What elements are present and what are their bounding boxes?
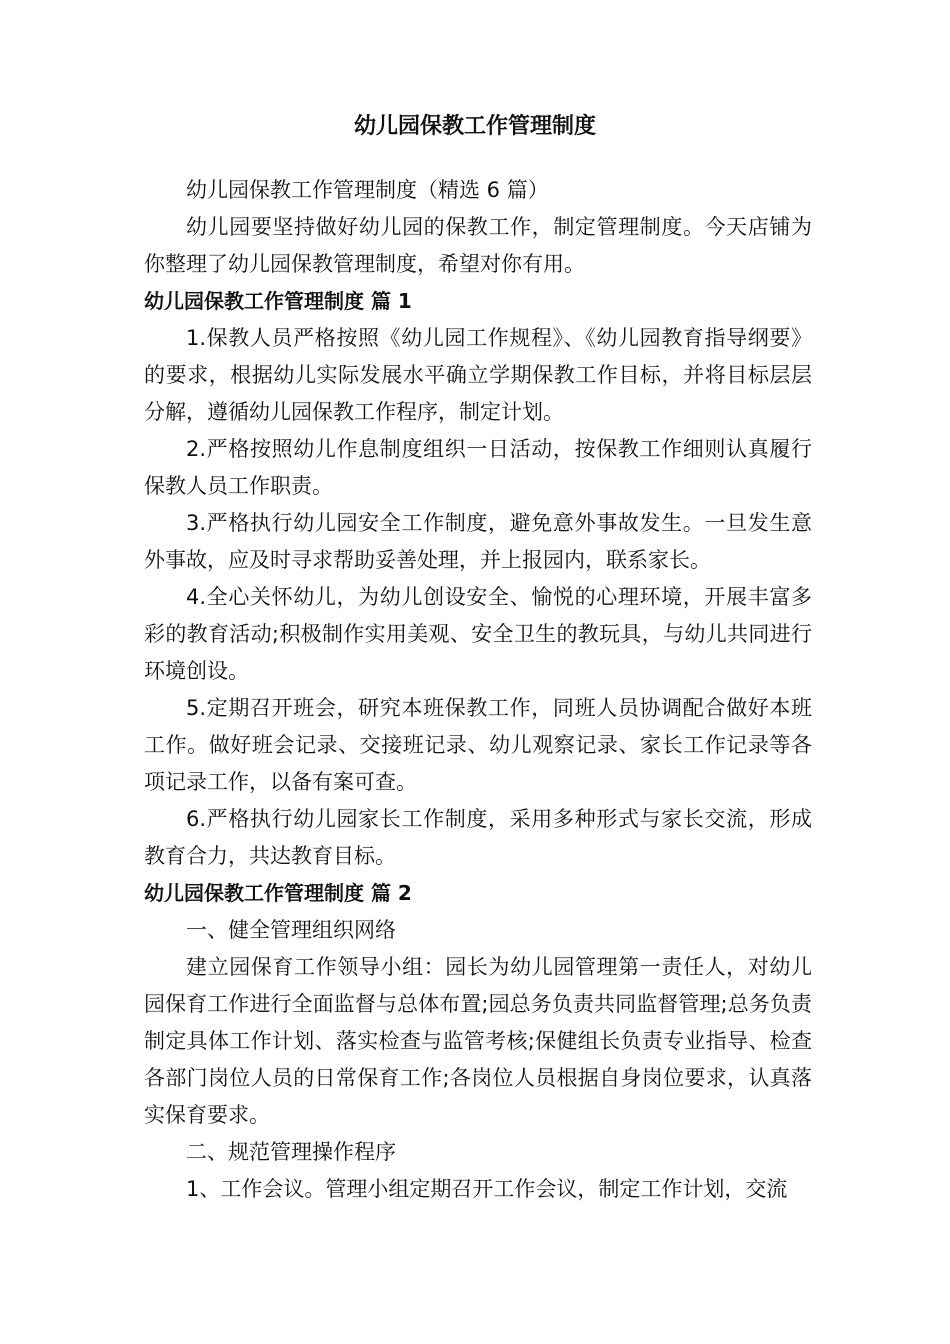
- subheading-organization: 一、健全管理组织网络: [186, 918, 396, 942]
- item-paragraph-6: 6.严格执行幼儿园家长工作制度，采用多种形式与家长交流，形成教育合力，共达教育目标。: [144, 807, 812, 868]
- item-paragraph-2: 2.严格按照幼儿作息制度组织一日活动，按保教工作细则认真履行保教人员工作职责。: [144, 437, 812, 498]
- organization-paragraph: 建立园保育工作领导小组：园长为幼儿园管理第一责任人，对幼儿园保育工作进行全面监督与总体布置;园总务负责共同监督管理;总务负责制定具体工作计划、落实检查与监管考核;保健组长负责专业指导、检查各部门岗位人员的日常保育工作;各岗位人员根据自身岗位要求，认真落实保育要求。: [144, 955, 812, 1127]
- document-body: [144, 172, 812, 1208]
- section-heading-1: 幼儿园保教工作管理制度 篇 1: [144, 289, 412, 313]
- item-paragraph-4: 4.全心关怀幼儿，为幼儿创设安全、愉悦的心理环境，开展丰富多彩的教育活动;积极制作实用美观、安全卫生的教玩具，与幼儿共同进行环境创设。: [144, 585, 812, 683]
- subtitle-paragraph: 幼儿园保教工作管理制度（精选 6 篇）: [186, 178, 549, 202]
- item-paragraph-3: 3.严格执行幼儿园安全工作制度，避免意外事故发生。一旦发生意外事故，应及时寻求帮助妥善处理，并上报园内，联系家长。: [144, 511, 812, 572]
- document-title: 幼儿园保教工作管理制度: [353, 114, 596, 139]
- item-paragraph-5: 5.定期召开班会，研究本班保教工作，同班人员协调配合做好本班工作。做好班会记录、交接班记录、幼儿观察记录、家长工作记录等各项记录工作，以备有案可查。: [144, 696, 812, 794]
- item-paragraph-1: 1.保教人员严格按照《幼儿园工作规程》、《幼儿园教育指导纲要》的要求，根据幼儿实际发展水平确立学期保教工作目标，并将目标层层分解，遵循幼儿园保教工作程序，制定计划。: [144, 326, 812, 424]
- meeting-paragraph: 1、工作会议。管理小组定期召开工作会议，制定工作计划，交流: [186, 1177, 788, 1201]
- subheading-procedure: 二、规范管理操作程序: [186, 1140, 396, 1164]
- intro-paragraph: 幼儿园要坚持做好幼儿园的保教工作，制定管理制度。今天店铺为你整理了幼儿园保教管理制度，希望对你有用。: [144, 215, 812, 276]
- section-heading-2: 幼儿园保教工作管理制度 篇 2: [144, 881, 412, 905]
